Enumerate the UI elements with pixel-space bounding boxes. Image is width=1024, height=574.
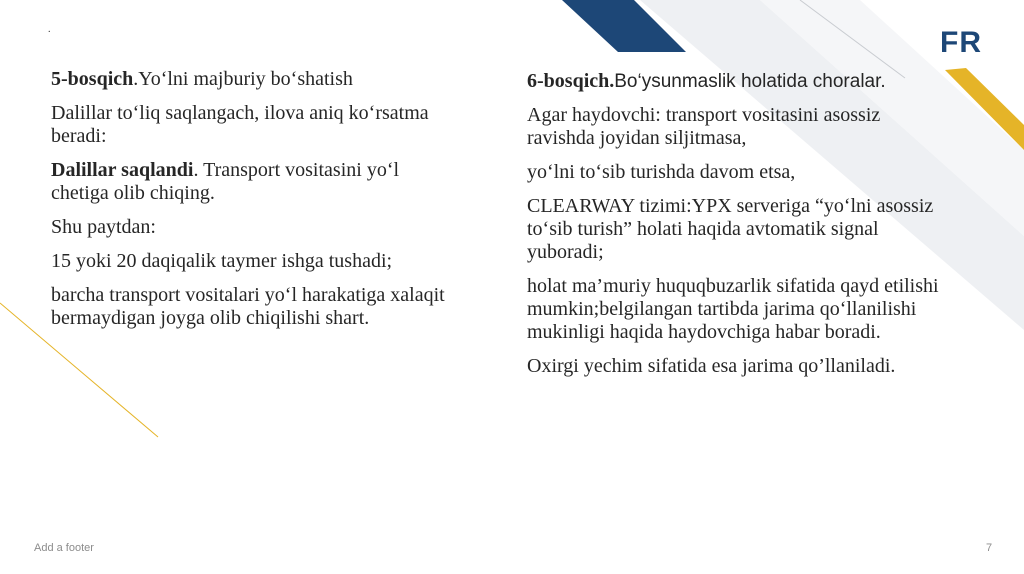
small-dot: . [48,24,51,35]
evidence-saved-bold: Dalillar saqlandi [51,159,194,181]
step-5-title-rest: .Yo‘lni majburiy bo‘shatish [133,68,353,90]
right-column [527,70,947,389]
left-paragraph-4: 15 yoki 20 daqiqalik taymer ishga tushadi; [51,250,393,272]
left-paragraph-3: Shu paytdan: [51,216,156,238]
step-5-heading [51,68,461,91]
right-paragraph-2: yo‘lni to‘sib turishda davom etsa, [527,161,796,183]
page-number: 7 [986,542,993,554]
step-5-title: 5-bosqich [51,68,134,90]
step-6-title: 6-bosqich. [527,70,615,92]
right-paragraph-5: Oxirgi yechim sifatida esa jarima qo’llaniladi. [527,355,896,377]
right-paragraph-1: Agar haydovchi: transport vositasini asossiz ravishda joyidan siljitmasa, [527,104,881,149]
left-paragraph-5: barcha transport vositalari yo‘l harakatiga xalaqit bermaydigan joyga olib chiqilishi shart. [51,284,445,329]
fr-logo: FR [940,26,982,59]
left-paragraph-2 [51,159,461,205]
left-column [51,68,461,341]
footer-text: Add a footer [34,542,94,554]
right-paragraph-3: CLEARWAY tizimi:YPX serveriga “yo‘lni asossiz to‘sib turish” holati haqida avtomatik signal yuboradi; [527,195,934,263]
left-paragraph-2-rest: . Transport vositasini yo‘l chetiga olib chiqing. [51,159,400,204]
step-6-title-rest: Bo‘ysunmaslik holatida choralar. [614,71,886,92]
left-paragraph-1: Dalillar to‘liq saqlangach, ilova aniq ko‘rsatma beradi: [51,102,429,147]
step-6-heading [527,70,947,93]
right-paragraph-4: holat ma’muriy huquqbuzarlik sifatida qayd etilishi mumkin;belgilangan tartibda jarima qo‘llanilishi mukinligi haqida haydovchiga habar boradi. [527,275,939,343]
